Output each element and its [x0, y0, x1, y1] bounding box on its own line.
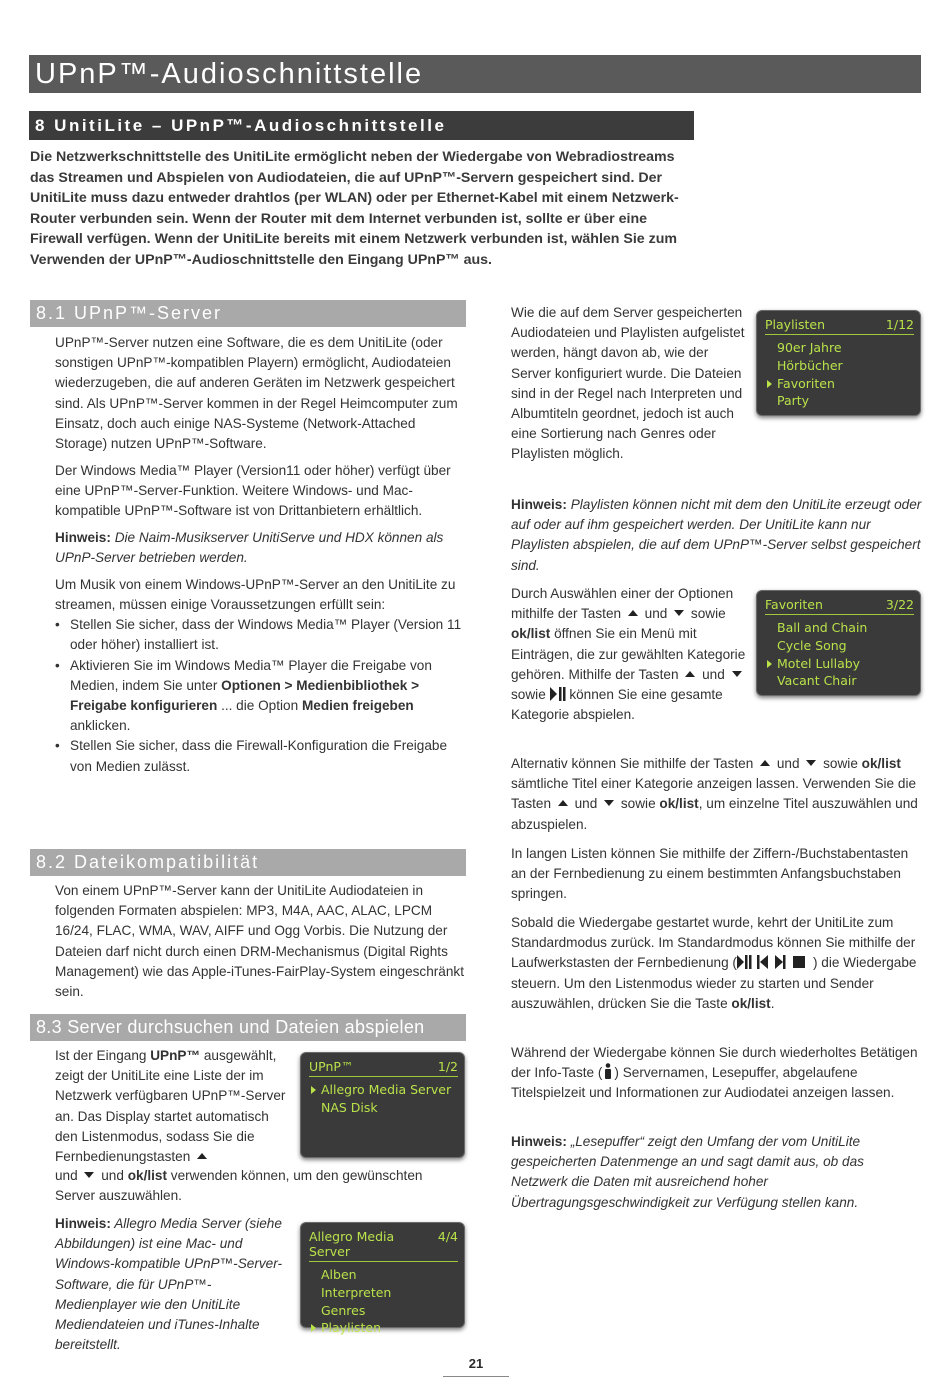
text: und [101, 1168, 124, 1183]
text: und [644, 606, 668, 622]
display-item-selected: Favoriten [777, 375, 920, 393]
right-note2 [511, 1132, 923, 1213]
text: und [574, 796, 598, 812]
display-title: Allegro Media Server [309, 1229, 395, 1259]
up-arrow-icon [558, 800, 568, 806]
display-item-selected: Playlisten [321, 1319, 464, 1337]
display-upnp [300, 1052, 465, 1158]
menu-path: Optionen > Medienbibliothek > Freigabe konfigurieren [70, 677, 420, 713]
display-header [309, 1229, 458, 1262]
up-arrow-icon [685, 671, 695, 677]
next-icon [775, 955, 786, 969]
right-p3 [511, 754, 923, 835]
page-number: 21 [443, 1356, 509, 1377]
display-item: Vacant Chair [777, 673, 857, 689]
display-playlisten [756, 310, 921, 416]
text: und [702, 666, 725, 682]
display-allegro [300, 1222, 465, 1336]
display-title: UPnP™ [309, 1059, 354, 1074]
display-header [765, 317, 914, 335]
right-p1-top [511, 303, 749, 462]
page-banner: UPnP™-Audioschnittstelle [29, 55, 921, 93]
text: öffnen Sie ein Menü mit Einträgen, die zur gewählten Kategorie gehören. Mithilfe der Tasten [511, 626, 746, 682]
section-8-1-title: 8.1 UPnP™-Server [30, 300, 466, 327]
note-label: Hinweis: [55, 529, 111, 545]
list-item [55, 656, 465, 737]
display-title: Favoriten [765, 597, 823, 612]
info-icon [602, 1063, 614, 1079]
display-counter: 4/4 [437, 1229, 458, 1244]
input-name: UPnP™ [150, 1048, 201, 1063]
text: Sobald die Wiedergabe gestartet wurde, kehrt der UnitiLite zum Standardmodus zurück. Im Standardmodus können Sie mithilfe der Laufwerkstasten der Fernbedienung ( [511, 915, 916, 971]
text: , um einzelne Titel auszuwählen und abzuspielen. [511, 796, 918, 832]
display-item: Ball and Chain [777, 620, 868, 635]
button-name: ok/list [511, 626, 551, 642]
display-item: 90er Jahre [777, 340, 842, 355]
display-items [301, 1077, 464, 1117]
text: und [776, 756, 800, 771]
display-item: Cycle Song [777, 637, 847, 653]
text: ) die Wiedergabe steuern. Um den Listenmodus wieder zu starten und Sender auszuwählen, drücken Sie die Taste [511, 955, 917, 1011]
display-items [757, 615, 920, 690]
text: Alternativ können Sie mithilfe der Tasten [511, 756, 754, 771]
text: verwenden können, um den gewünschten Server auszuwählen. [55, 1168, 423, 1204]
right-p4: In langen Listen können Sie mithilfe der Ziffern-/Buchstabentasten an der Fernbedienung zu einem bestimmten Anfangsbuchstaben springen. [511, 846, 909, 902]
previous-icon [757, 955, 768, 969]
note-label: Hinweis: [511, 497, 567, 512]
text: Während der Wiedergabe können Sie durch wiederholtes Betätigen der Info-Taste ( [511, 1045, 918, 1081]
paragraph: Wie die auf dem Server gespeicherten Audiodateien und Playlisten aufgelistet werden, hängt davon ab, wie der Server konfiguriert wurde. Die Dateien sind in der Regel nach Interpreten und Albumtiteln geordnet, jedoch ist auch eine Sortierung nach Genres oder Playlisten möglich. [511, 305, 745, 462]
transport-keys-icon [737, 955, 813, 969]
chapter-title: 8 UnitiLite – UPnP™-Audioschnittstelle [29, 111, 694, 140]
display-header [765, 597, 914, 615]
text: sowie [690, 606, 726, 622]
display-counter: 3/22 [885, 597, 914, 612]
display-item: Party [777, 393, 810, 409]
note-label: Hinweis: [511, 1134, 567, 1149]
play-pause-icon [737, 955, 752, 969]
text: anklicken. [70, 718, 131, 734]
bullet-list [55, 615, 465, 777]
right-p6 [511, 1043, 923, 1104]
display-header [309, 1059, 458, 1077]
text: ... die Option [217, 697, 302, 713]
text: Ist der Eingang [55, 1048, 151, 1063]
right-note1 [511, 495, 923, 576]
text: sowie [620, 796, 656, 812]
display-item: Hörbücher [777, 357, 843, 373]
text: ausgewählt, zeigt der UnitiLite eine Liste der im Netzwerk verfügbaren UPnP™-Server an. Das Display startet automatisch den Listenmodus, sodass Sie die Fernbedienungstasten [55, 1048, 286, 1165]
up-arrow-icon [197, 1153, 207, 1159]
list-item: • Stellen Sie sicher, dass die Firewall-Konfiguration die Freigabe von Medien zulässt. [55, 736, 465, 776]
option-name: Medien freigeben [301, 697, 414, 713]
down-arrow-icon [732, 671, 742, 677]
text: . [770, 995, 775, 1011]
note-text: „Lesepuffer“ zeigt den Umfang der vom UnitiLite gespeicherten Datenmenge an und sagt damit aus, ob das Netzwerk die Daten mit ausreichend hoher Übertragungsgeschwindigkeit zur Verfügung stellen kann. [511, 1134, 864, 1210]
down-arrow-icon [84, 1172, 94, 1178]
down-arrow-icon [604, 800, 614, 806]
note-text: Allegro Media Server (siehe Abbildungen) ist eine Mac- und Windows-kompatible UPnP™-Server-Software, die für UPnP™-Medienplayer wie den UnitiLite Mediendateien und iTunes-Inhalte bereitstellt. [55, 1216, 283, 1353]
paragraph: Von einem UPnP™-Server kann der UnitiLite Audiodateien in folgenden Formaten abspielen: MP3, M4A, AAC, ALAC, LPCM 16/24, FLAC, WMA, WAV, AIFF und Ogg Vorbis. Die Nutzung der Dateien darf nicht durch einen DRM-Mechanismus (Digital Rights Management) wie das Apple-iTunes-FairPlay-System eingeschränkt sein. [55, 883, 465, 1000]
text: sowie [511, 687, 546, 703]
display-item: Interpreten [321, 1284, 392, 1300]
button-name: ok/list [127, 1168, 167, 1183]
display-counter: 1/12 [885, 317, 914, 332]
section-8-3-p1-top [55, 1046, 295, 1167]
list-item: • Stellen Sie sicher, dass der Windows Media™ Player (Version 11 oder höher) installiert ist. [55, 615, 465, 655]
display-title: Playlisten [765, 317, 826, 332]
section-8-2-body [55, 881, 465, 1009]
display-counter: 1/2 [437, 1059, 458, 1074]
section-8-3-note [55, 1214, 291, 1355]
display-items [301, 1262, 464, 1337]
text: Durch Auswählen einer der Optionen mithilfe der Tasten [511, 586, 734, 622]
text: sämtliche Titel einer Kategorie anzeigen lassen. Verwenden Sie die Tasten [511, 776, 917, 812]
note-text: Playlisten können nicht mit dem den UnitiLite erzeugt oder auf oder auf ihm gespeichert werden. Der UnitiLite kann nur Playlisten abspielen, die auf dem UPnP™-Server selbst gespeichert sind. [511, 497, 922, 573]
play-pause-icon [550, 687, 566, 701]
display-items [757, 335, 920, 410]
section-8-2-title: 8.2 Dateikompatibilität [30, 849, 466, 876]
text: ) Servernamen, Lesepuffer, abgelaufene Titelspielzeit und Informationen zur Audiodatei anzeigen lassen. [511, 1065, 895, 1101]
paragraph: UPnP™-Server nutzen eine Software, die es dem UnitiLite (oder sonstigen UPnP™-kompatiblen Playern) ermöglicht, Audiodateien wiederzugeben, die auf anderen Geräten im Netzwerk gespeichert sind. Als UPnP™-Server kommen in der Regel Heimcomputer zum Einsatz, doch auch einige NAS-Systeme (Network-Attached Storage) nutzen UPnP™-Software. [55, 335, 458, 452]
note [55, 528, 465, 568]
display-item-selected: Allegro Media Server [321, 1081, 464, 1099]
text: Aktivieren Sie im Windows Media™ Player die Freigabe von Medien, indem Sie unter [70, 657, 432, 693]
display-item: Alben [321, 1267, 357, 1282]
up-arrow-icon [628, 610, 638, 616]
paragraph: Der Windows Media™ Player (Version11 oder höher) verfügt über eine UPnP™-Server-Funktion. Weitere Windows- und Mac-kompatible UPnP™-Software ist von Drittanbietern erhältlich. [55, 462, 451, 519]
note-label: Hinweis: [55, 1216, 111, 1231]
display-item: Genres [321, 1302, 366, 1318]
note-text: Die Naim-Musikserver UnitiServe und HDX können als UPnP-Server betrieben werden. [55, 529, 444, 566]
intro-paragraph: Die Netzwerkschnittstelle des UnitiLite ermöglicht neben der Wiedergabe von Webradiostreams das Streamen und Abspielen von Audiodateien, die auf UPnP™-Servern gespeichert sind. Der UnitiLite muss dazu entweder drahtlos (per WLAN) oder per Ethernet-Kabel mit einem Netzwerk-Router verbunden sein. Wenn der Router mit dem Internet verbunden ist, sollte er über eine Firewall verfügen. Wenn der UnitiLite bereits mit einem Netzwerk verbunden ist, wählen Sie zum Verwenden der UPnP™-Audioschnittstelle den Eingang UPnP™ aus. [30, 149, 679, 268]
text: können Sie eine gesamte Kategorie abspielen. [511, 687, 723, 723]
display-favoriten [756, 590, 921, 696]
paragraph: Um Musik von einem Windows-UPnP™-Server an den UnitiLite zu streamen, müssen einige Voraussetzungen erfüllt sein: [55, 576, 456, 612]
stop-icon [793, 956, 805, 968]
down-arrow-icon [806, 760, 816, 766]
section-8-1-body [55, 333, 465, 777]
button-name: ok/list [731, 995, 771, 1011]
section-8-3-p1-bottom [55, 1166, 465, 1206]
text: sowie [823, 756, 858, 771]
right-p2 [511, 584, 751, 725]
button-name: ok/list [861, 756, 901, 771]
text: und [55, 1168, 78, 1183]
right-p5 [511, 913, 923, 1014]
button-name: ok/list [659, 796, 699, 812]
down-arrow-icon [674, 610, 684, 616]
section-8-3-title: 8.3 Server durchsuchen und Dateien abspielen [30, 1014, 466, 1041]
display-item: NAS Disk [321, 1099, 378, 1115]
display-item-selected: Motel Lullaby [777, 655, 920, 673]
up-arrow-icon [760, 760, 770, 766]
